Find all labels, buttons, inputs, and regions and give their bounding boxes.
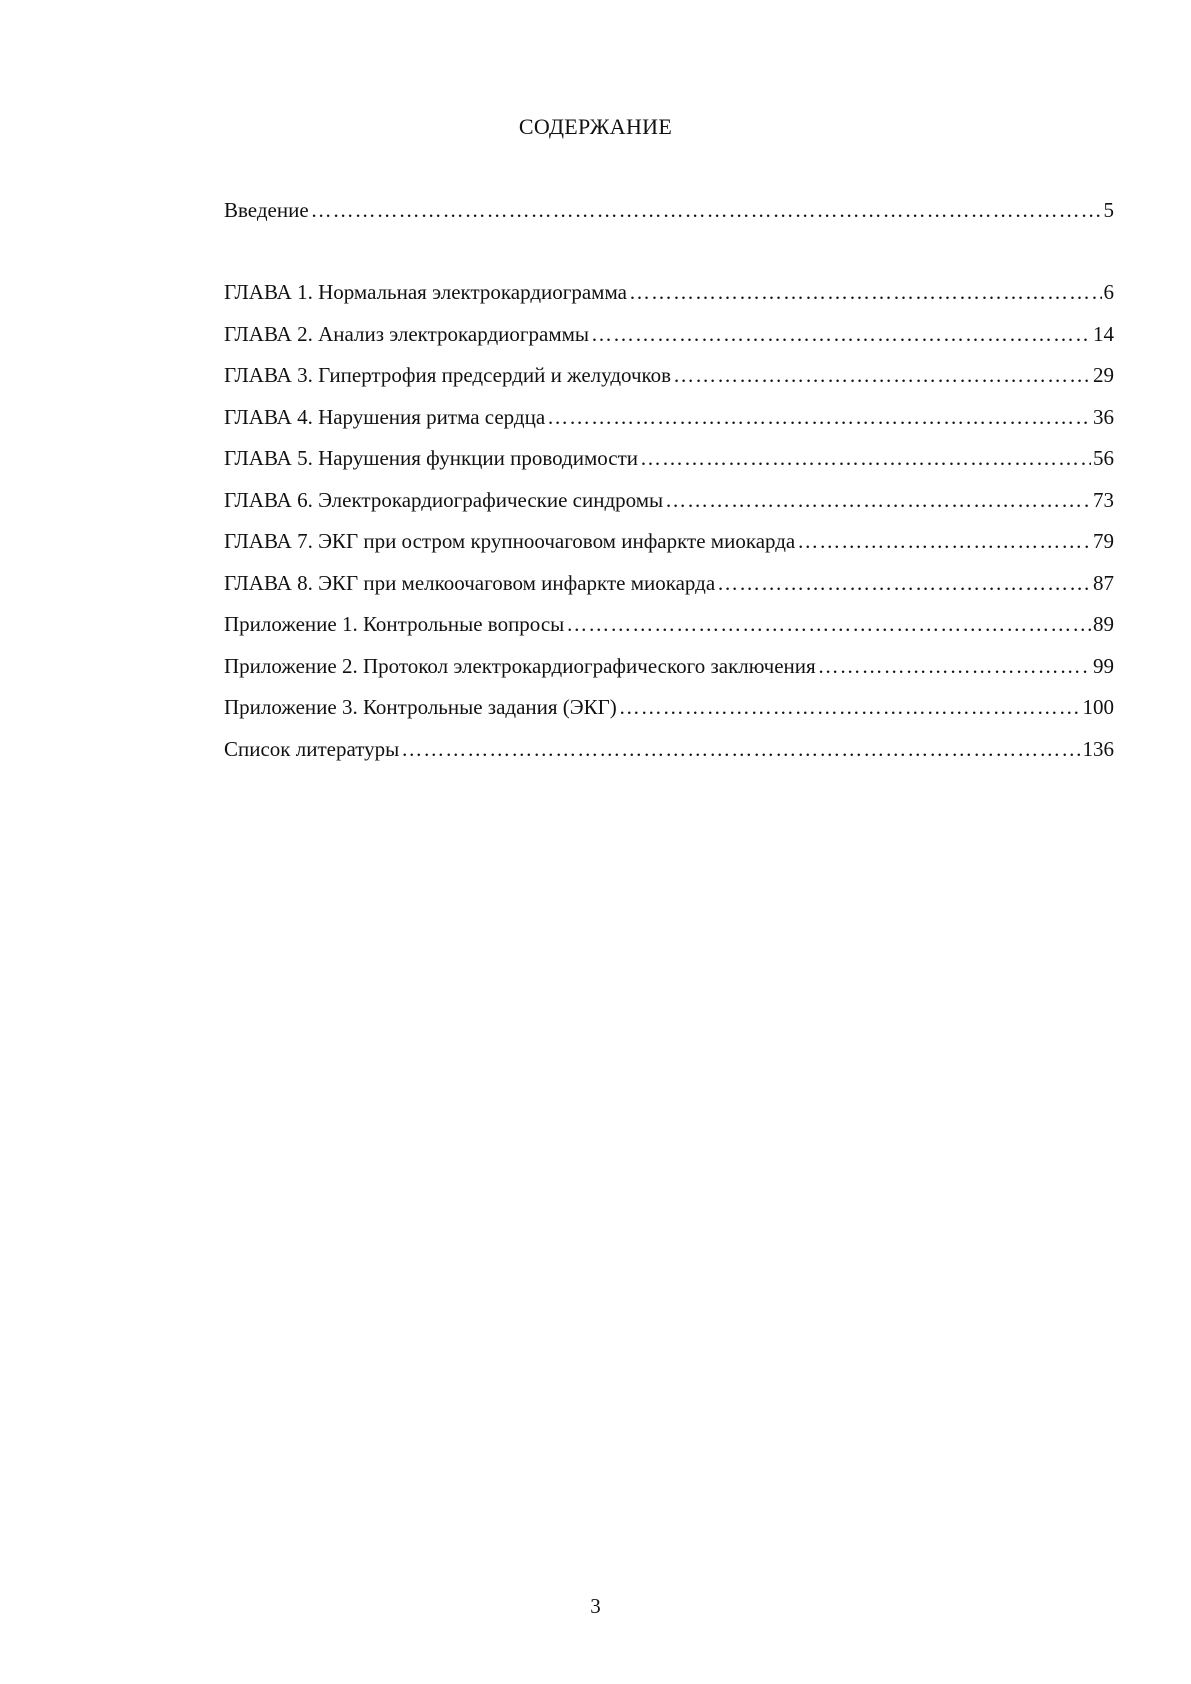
table-of-contents <box>224 196 1114 776</box>
toc-entry-page: 56 <box>1093 446 1114 470</box>
toc-dot-leader <box>629 278 1102 306</box>
toc-entry-label: Приложение 1. Контрольные вопросы <box>224 612 565 636</box>
toc-entry-chapter-8 <box>224 569 1114 611</box>
toc-title: СОДЕРЖАНИЕ <box>518 114 673 139</box>
toc-dot-leader <box>797 527 1091 555</box>
toc-entry-label: Список литературы <box>224 736 400 761</box>
toc-dot-leader <box>673 361 1091 389</box>
toc-dot-leader <box>401 735 1080 763</box>
page-number: 3 <box>590 1594 601 1618</box>
toc-entry-page: 5 <box>1103 198 1114 222</box>
toc-entry-introduction <box>224 196 1114 278</box>
toc-entry-chapter-5 <box>224 444 1114 486</box>
toc-entry-page: 136 <box>1082 736 1114 761</box>
toc-entry-page: 79 <box>1093 529 1114 553</box>
toc-dot-leader <box>818 652 1091 680</box>
toc-entry-page: 36 <box>1093 404 1114 429</box>
toc-entry-chapter-4 <box>224 403 1114 445</box>
toc-dot-leader <box>311 196 1102 224</box>
toc-entry-page: 6 <box>1103 280 1114 304</box>
toc-entry-appendix-2 <box>224 652 1114 694</box>
toc-entry-label: Приложение 2. Протокол электрокардиографического заключения <box>224 653 816 678</box>
toc-entry-page: 99 <box>1093 653 1114 678</box>
toc-entry-label: ГЛАВА 6. Электрокардиографические синдромы <box>224 487 664 512</box>
toc-entry-label: Приложение 3. Контрольные задания (ЭКГ) <box>224 695 617 719</box>
toc-entry-appendix-3 <box>224 693 1114 735</box>
toc-entry-label: ГЛАВА 7. ЭКГ при остром крупноочаговом инфаркте миокарда <box>224 529 796 553</box>
toc-entry-references <box>224 735 1114 777</box>
toc-entry-chapter-6 <box>224 486 1114 528</box>
toc-entry-label: ГЛАВА 5. Нарушения функции проводимости <box>224 446 639 470</box>
toc-entry-page: 87 <box>1093 570 1114 595</box>
toc-entry-page: 73 <box>1093 487 1114 512</box>
toc-entry-chapter-2 <box>224 320 1114 362</box>
toc-entry-chapter-3 <box>224 361 1114 403</box>
toc-entry-page: 100 <box>1082 695 1114 719</box>
toc-entry-label: ГЛАВА 4. Нарушения ритма сердца <box>224 404 546 429</box>
toc-dot-leader <box>717 569 1091 597</box>
toc-entry-chapter-1 <box>224 278 1114 320</box>
toc-dot-leader <box>591 320 1091 348</box>
toc-entry-label: ГЛАВА 8. ЭКГ при мелкоочаговом инфаркте миокарда <box>224 570 716 595</box>
toc-dot-leader <box>640 444 1091 472</box>
toc-entry-chapter-7 <box>224 527 1114 569</box>
toc-entry-appendix-1 <box>224 610 1114 652</box>
toc-entry-label: ГЛАВА 1. Нормальная электрокардиограмма <box>224 280 627 304</box>
toc-dot-leader <box>566 610 1091 638</box>
toc-dot-leader <box>665 486 1091 514</box>
toc-entry-page: 14 <box>1093 321 1114 346</box>
toc-entry-label: Введение <box>224 198 309 222</box>
toc-entry-label: ГЛАВА 2. Анализ электрокардиограммы <box>224 321 590 346</box>
toc-entry-label: ГЛАВА 3. Гипертрофия предсердий и желудочков <box>224 363 672 387</box>
toc-dot-leader <box>619 693 1081 721</box>
toc-dot-leader <box>547 403 1091 431</box>
toc-entry-page: 89 <box>1093 612 1114 636</box>
toc-entry-page: 29 <box>1093 363 1114 387</box>
